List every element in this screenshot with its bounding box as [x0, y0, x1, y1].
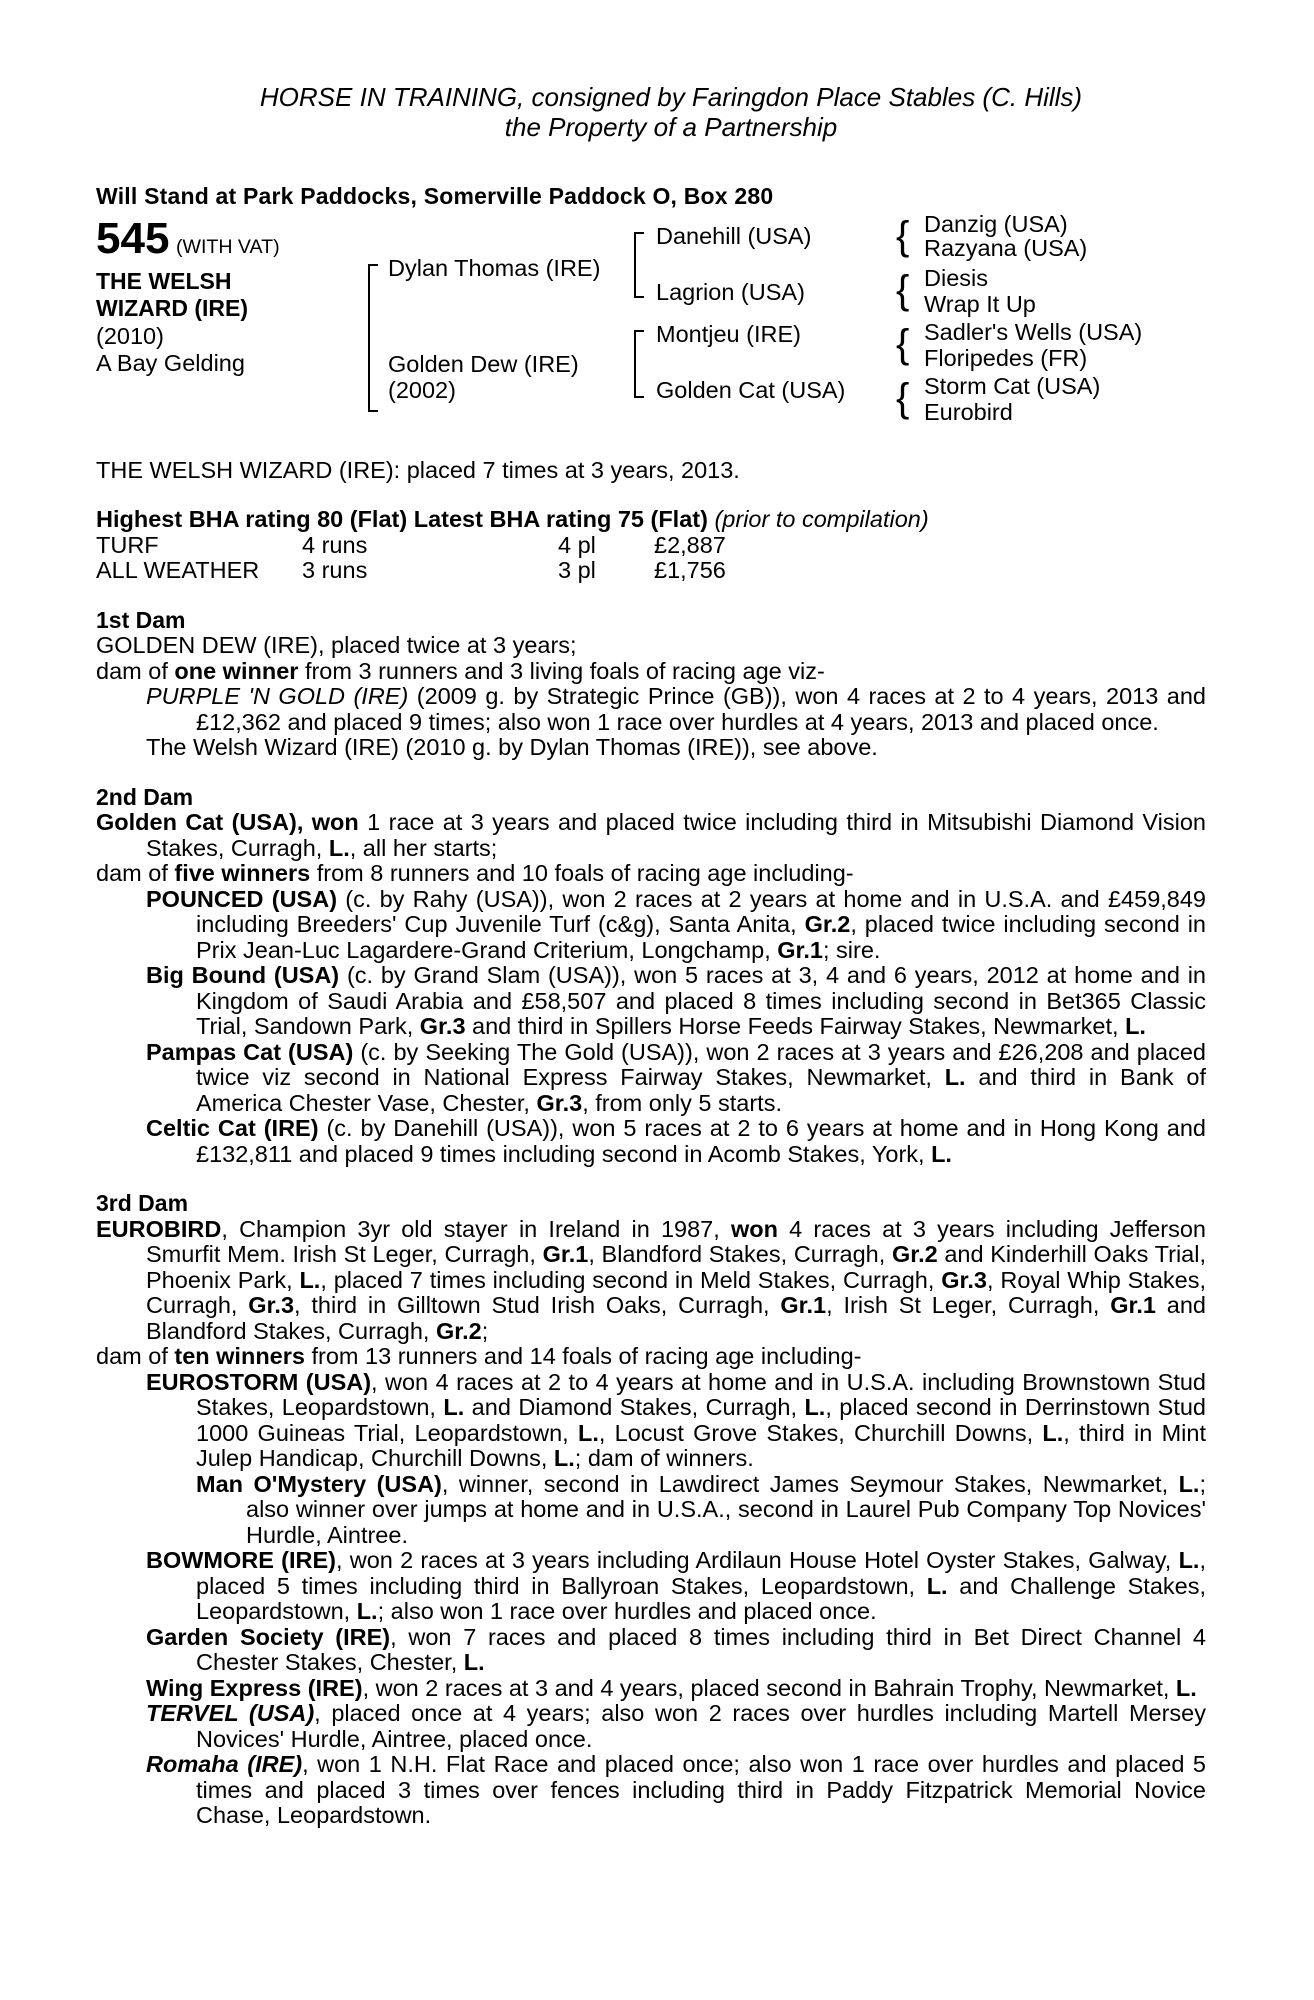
grandsire-1: Danzig (USA) — [924, 210, 1068, 237]
granddam-1: Razyana (USA) — [924, 234, 1088, 261]
text: , third in Mint Julep Handicap, Churchill Downs, — [196, 1419, 1206, 1471]
text: dam of — [96, 1343, 175, 1369]
sire-dam: Lagrion (USA) — [656, 278, 805, 305]
listed-mark: L. — [463, 1649, 485, 1675]
text: , placed second in Derrinstown Stud 1000 Guineas Trial, Leopardstown, — [196, 1394, 1206, 1446]
surface: ALL WEATHER — [96, 557, 260, 583]
vat-note: (WITH VAT) — [175, 235, 280, 258]
horse-name: EUROSTORM (USA) — [146, 1368, 372, 1395]
grade-mark: Gr.1 — [1110, 1292, 1156, 1318]
granddam-3: Floripedes (FR) — [924, 344, 1088, 371]
brace-2: { — [896, 267, 910, 312]
text: (2009 g. by Strategic Prince (GB)), won 4 races at 2 to 4 years, 2013 and £12,362 and placed 9 times; also won 1 race over hurdles at 4 years, 2013 and placed once. — [196, 683, 1206, 735]
lot-number-line — [96, 213, 280, 263]
text: from 3 runners and 3 living foals of racing age viz- — [298, 657, 825, 684]
listed-mark: L. — [553, 1445, 575, 1471]
text: ; dam of winners. — [574, 1445, 754, 1471]
first-dam-produce-line — [96, 659, 1206, 685]
produce-entry — [96, 1370, 1206, 1472]
text: , — [296, 809, 312, 835]
ratings-row-all-weather — [96, 558, 1206, 584]
brace-3: { — [896, 321, 910, 366]
won-label: won — [730, 1215, 778, 1242]
text: from 13 runners and 14 foals of racing age including- — [304, 1343, 862, 1369]
grade-mark: Gr.2 — [804, 911, 851, 937]
text: and Kinderhill Oaks Trial, Phoenix Park, — [146, 1241, 1207, 1293]
runs: 3 runs — [302, 557, 368, 583]
listed-mark: L. — [1125, 1013, 1146, 1039]
grandsire-2: Diesis — [924, 264, 988, 291]
grade-mark: Gr.1 — [542, 1241, 589, 1267]
surface: TURF — [96, 531, 159, 558]
text: , Blandford Stakes, Curragh, — [588, 1241, 892, 1267]
horse-name-line1: THE WELSH — [96, 267, 232, 294]
grade-mark: Gr.3 — [419, 1013, 466, 1039]
text: , from only 5 starts. — [582, 1089, 782, 1116]
third-dam-heading: 3rd Dam — [96, 1190, 189, 1216]
produce-entry — [96, 1701, 1206, 1752]
ratings-row-turf — [96, 533, 1206, 559]
horse-name: Romaha (IRE) — [146, 1751, 303, 1777]
bha-ratings: Highest BHA rating 80 (Flat) Latest BHA rating 75 (Flat) — [96, 506, 708, 532]
text: , Irish St Leger, Curragh, — [826, 1292, 1111, 1318]
amount: £2,887 — [654, 531, 726, 558]
sire-parents-bracket — [634, 232, 644, 298]
text: dam of — [96, 860, 175, 886]
horse-name: Celtic Cat (IRE) — [146, 1115, 319, 1141]
sire: Dylan Thomas (IRE) — [388, 254, 601, 281]
foaling-year: (2010) — [96, 322, 164, 349]
brace-4: { — [896, 375, 910, 420]
produce-entry — [96, 1625, 1206, 1676]
text: and third in Spillers Horse Feeds Fairway Stakes, Newmarket, — [465, 1013, 1126, 1039]
listed-mark: L. — [577, 1419, 599, 1446]
placed: 4 pl — [558, 531, 596, 558]
listed-mark: L. — [1042, 1419, 1064, 1446]
text: , placed 7 times including second in Meld Stakes, Curragh, — [320, 1266, 942, 1293]
dam-sire: Montjeu (IRE) — [656, 320, 801, 347]
grandsire-3: Sadler's Wells (USA) — [924, 318, 1143, 345]
listed-mark: L. — [443, 1394, 465, 1420]
text: , won 2 races at 3 years including Ardilaun House Hotel Oyster Stakes, Galway, — [335, 1547, 1179, 1573]
produce-entry-sub — [96, 1472, 1206, 1549]
horse-name: BOWMORE (IRE) — [146, 1547, 336, 1573]
text: , all her starts; — [349, 834, 498, 861]
second-dam-produce-line — [96, 861, 1206, 887]
text: , won 4 races at 2 to 4 years at home and in U.S.A. including Brownstown Stud Stakes, Leopardstown, — [196, 1368, 1206, 1420]
produce-entry — [96, 887, 1206, 964]
text: from 8 runners and 10 foals of racing age including- — [310, 860, 854, 886]
property-line: the Property of a Partnership — [504, 112, 838, 142]
second-dam-intro — [96, 810, 1206, 861]
dam-parents-bracket — [634, 330, 644, 398]
text: ; — [481, 1317, 489, 1344]
produce-entry — [96, 1116, 1206, 1167]
ratings-note: (prior to compilation) — [714, 506, 929, 532]
stand-location: Will Stand at Park Paddocks, Somerville Paddock O, Box 280 — [96, 183, 774, 209]
race-summary: THE WELSH WIZARD (IRE): placed 7 times at 3 years, 2013. — [96, 456, 740, 483]
consignor-line: HORSE IN TRAINING, consigned by Faringdon Place Stables (C. Hills) — [259, 82, 1083, 112]
grade-mark: Gr.3 — [248, 1292, 295, 1318]
horse-name: EUROBIRD — [96, 1215, 222, 1242]
listed-mark: L. — [328, 834, 350, 861]
winners-count: ten winners — [174, 1343, 305, 1369]
text: , won 1 N.H. Flat Race and placed once; also won 1 race over hurdles and placed 5 times and placed 3 times over fences including third in Paddy Fitzpatrick Memorial Novice Chase, Leopardstown. — [196, 1751, 1206, 1828]
text: , Royal Whip Stakes, Curragh, — [146, 1266, 1207, 1318]
consignment-header — [136, 82, 1206, 142]
text: ; also won 1 race over hurdles and placed once. — [377, 1598, 877, 1624]
horse-name: Man O'Mystery (USA) — [196, 1470, 442, 1497]
text: 1 race at 3 years and placed twice including third in Mitsubishi Diamond Vision Stakes, Curragh, — [146, 809, 1206, 861]
produce-entry — [96, 1548, 1206, 1625]
third-dam-intro — [96, 1217, 1206, 1345]
ratings-line — [96, 507, 1206, 533]
text: (c. by Seeking The Gold (USA)), won 2 races at 3 years and £26,208 and placed twice viz second in National Express Fairway Stakes, Newmarket, — [196, 1038, 1206, 1090]
horse-name: Wing Express (IRE) — [146, 1674, 363, 1701]
produce-entry — [96, 1676, 1206, 1702]
grade-mark: Gr.3 — [536, 1089, 583, 1116]
text: , third in Gilltown Stud Irish Oaks, Curragh, — [294, 1292, 781, 1318]
text: , winner, second in Lawdirect James Seymour Stakes, Newmarket, — [441, 1470, 1179, 1497]
ratings-block — [96, 507, 1206, 584]
listed-mark: L. — [804, 1394, 826, 1420]
text: 4 races at 3 years including Jefferson Smurfit Mem. Irish St Leger, Curragh, — [146, 1215, 1206, 1267]
produce-entry — [96, 1752, 1206, 1829]
dam: Golden Dew (IRE) — [388, 350, 579, 377]
horse-name: Pampas Cat (USA) — [146, 1038, 354, 1065]
produce-entry — [96, 684, 1206, 735]
third-dam-produce-line — [96, 1344, 1206, 1370]
listed-mark: L. — [356, 1598, 378, 1624]
sire-dam-bracket — [368, 264, 378, 412]
text: , placed twice including second in Prix Jean-Luc Lagardere-Grand Criterium, Longchamp, — [196, 911, 1207, 963]
listed-mark: L. — [944, 1064, 966, 1090]
horse-name: Garden Society (IRE) — [146, 1623, 391, 1650]
text: and Challenge Stakes, Leopardstown, — [196, 1572, 1206, 1624]
produce-entry — [96, 1040, 1206, 1117]
text: ; also winner over jumps at home and in U.S.A., second in Laurel Pub Company Top Novices' Hurdle, Aintree. — [246, 1470, 1206, 1548]
grade-mark: Gr.1 — [780, 1292, 827, 1318]
horse-name: PURPLE 'N GOLD (IRE) — [146, 683, 409, 709]
text: , placed 5 times including third in Ballyroan Stakes, Leopardstown, — [196, 1547, 1206, 1599]
won-label: won — [311, 809, 359, 835]
produce-entry — [96, 963, 1206, 1040]
horse-name: POUNCED (USA) — [146, 885, 338, 912]
second-dam-heading: 2nd Dam — [96, 783, 194, 810]
listed-mark: L. — [931, 1140, 952, 1167]
grade-mark: Gr.1 — [777, 936, 823, 963]
text: , Champion 3yr old stayer in Ireland in 1987, — [221, 1215, 731, 1242]
text: and Diamond Stakes, Curragh, — [464, 1394, 805, 1420]
text: , won 2 races at 3 and 4 years, placed second in Bahrain Trophy, Newmarket, — [362, 1674, 1176, 1701]
produce-entry: The Welsh Wizard (IRE) (2010 g. by Dylan Thomas (IRE)), see above. — [146, 734, 878, 760]
horse-name: Big Bound (USA) — [146, 962, 340, 988]
text: (c. by Danehill (USA)), won 5 races at 2 to 6 years at home and in Hong Kong and £132,811 and placed 9 times including second in Acomb Stakes, York, — [196, 1115, 1206, 1167]
first-dam-heading: 1st Dam — [96, 606, 186, 633]
winners-count: one winner — [174, 657, 299, 684]
grade-mark: Gr.2 — [436, 1317, 482, 1344]
text: and Blandford Stakes, Curragh, — [146, 1292, 1206, 1344]
brace-1: { — [896, 213, 910, 258]
pedigree-block — [96, 212, 1206, 448]
lot-number: 545 — [96, 213, 170, 263]
grade-mark: Gr.3 — [941, 1266, 987, 1293]
grade-mark: Gr.2 — [891, 1241, 938, 1267]
text: dam of — [96, 657, 175, 684]
first-dam-intro: GOLDEN DEW (IRE), placed twice at 3 years; — [96, 632, 577, 658]
dam-dam: Golden Cat (USA) — [656, 376, 846, 403]
listed-mark: L. — [926, 1572, 948, 1599]
runs: 4 runs — [302, 531, 368, 558]
horse-name-line2: WIZARD (IRE) — [96, 294, 249, 321]
text: (c. by Grand Slam (USA)), won 5 races at 3, 4 and 6 years, 2012 at home and in Kingdom of Saudi Arabia and £58,507 and placed 8 times including second in Bet365 Classic Trial, Sandown Park, — [196, 962, 1206, 1039]
listed-mark: L. — [1178, 1470, 1200, 1497]
placed: 3 pl — [558, 557, 596, 583]
text: , won 7 races and placed 8 times including third in Bet Direct Channel 4 Chester Stakes, Chester, — [196, 1623, 1206, 1675]
horse-description: A Bay Gelding — [96, 349, 245, 376]
granddam-4: Eurobird — [924, 398, 1013, 425]
text: , placed once at 4 years; also won 2 races over hurdles including Martell Mersey Novices' Hurdle, Aintree, placed once. — [196, 1700, 1207, 1752]
dam-year: (2002) — [388, 376, 456, 403]
sire-sire: Danehill (USA) — [656, 222, 812, 249]
granddam-2: Wrap It Up — [924, 290, 1036, 317]
horse-name: Golden Cat (USA) — [96, 809, 297, 835]
grandsire-4: Storm Cat (USA) — [924, 372, 1101, 399]
listed-mark: L. — [1175, 1674, 1197, 1701]
text: (c. by Rahy (USA)), won 2 races at 2 years at home and in U.S.A. and £459,849 including Breeders' Cup Juvenile Turf (c&g), Santa Anita, — [196, 885, 1206, 937]
horse-name: TERVEL (USA) — [146, 1700, 315, 1726]
winners-count: five winners — [174, 860, 311, 886]
text: and third in Bank of America Chester Vase, Chester, — [196, 1064, 1206, 1116]
amount: £1,756 — [654, 557, 726, 583]
listed-mark: L. — [1178, 1547, 1200, 1573]
listed-mark: L. — [299, 1266, 321, 1293]
text: ; sire. — [822, 936, 881, 963]
catalogue-page — [96, 82, 1206, 1829]
text: , Locust Grove Stakes, Churchill Downs, — [598, 1419, 1043, 1446]
